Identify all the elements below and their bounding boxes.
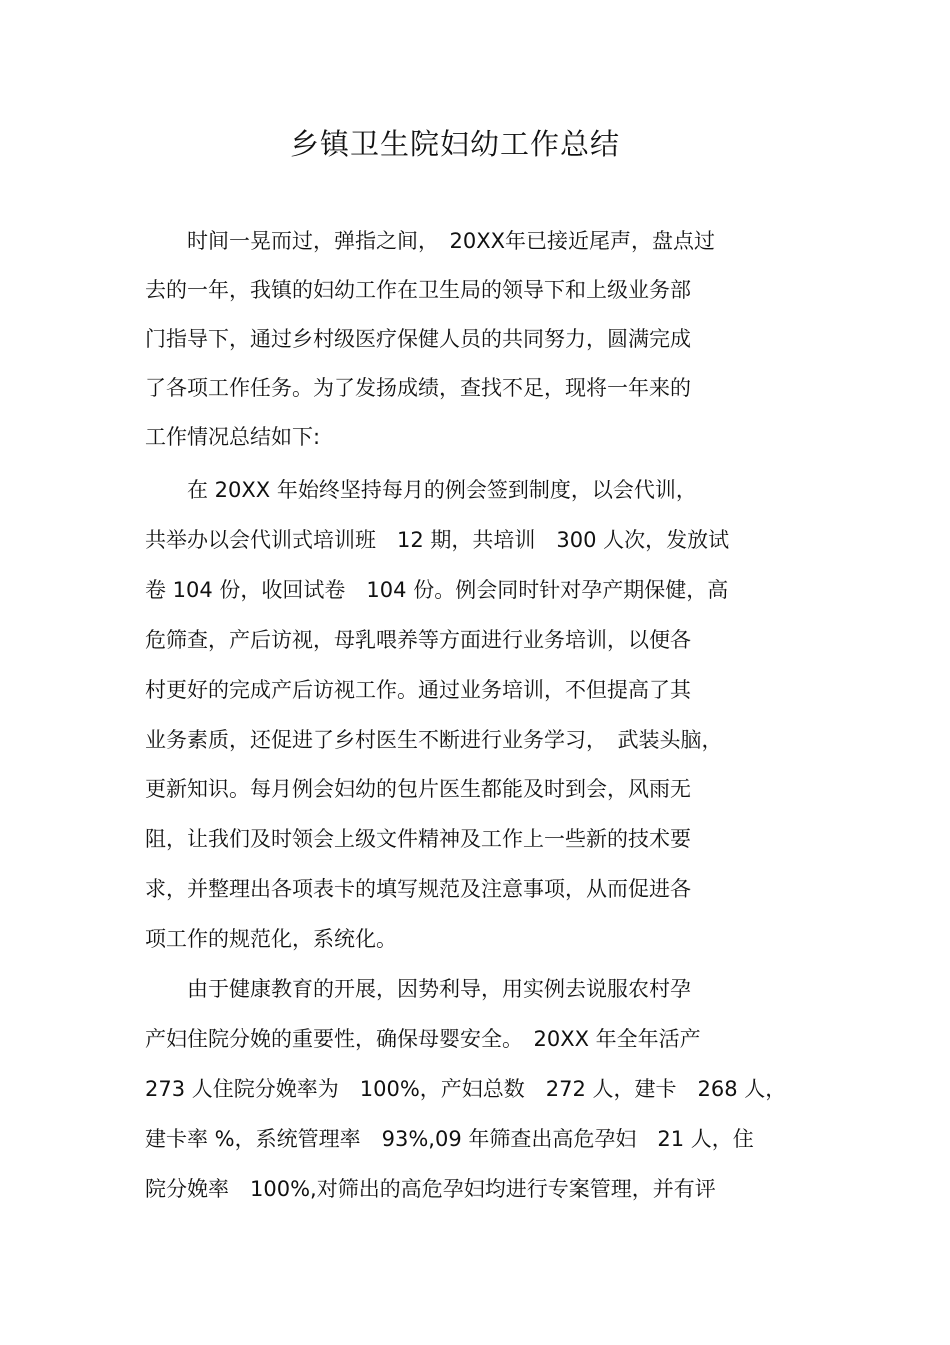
- text-line-9: 危筛查，产后访视，母乳喂养等方面进行业务培训，以便各: [145, 628, 691, 652]
- text-line-8: 卷 104 份，收回试卷 104 份。例会同时针对孕产期保健，高: [145, 578, 729, 602]
- text-line-11: 业务素质，还促进了乡村医生不断进行业务学习， 武装头脑，: [145, 728, 723, 752]
- text-line-5: 工作情况总结如下:: [145, 425, 321, 449]
- text-line-2: 去的一年，我镇的妇幼工作在卫生局的领导下和上级业务部: [145, 278, 691, 302]
- text-line-17: 产妇住院分娩的重要性，确保母婴安全。 20XX 年全年活产: [145, 1027, 701, 1051]
- text-line-18: 273 人住院分娩率为 100%，产妇总数 272 人，建卡 268 人，: [145, 1077, 787, 1101]
- text-line-16: 由于健康教育的开展，因势利导，用实例去说服农村孕: [145, 977, 691, 1001]
- document-title: 乡镇卫生院妇幼工作总结: [289, 127, 620, 161]
- text-line-14: 求，并整理出各项表卡的填写规范及注意事项，从而促进各: [145, 877, 691, 901]
- text-line-1: 时间一晃而过，弹指之间， 20XX年已接近尾声，盘点过: [145, 229, 715, 253]
- text-line-13: 阻，让我们及时领会上级文件精神及工作上一些新的技术要: [145, 827, 691, 851]
- text-line-10: 村更好的完成产后访视工作。通过业务培训，不但提高了其: [145, 678, 691, 702]
- text-line-20: 院分娩率 100%,对筛出的高危孕妇均进行专案管理，并有评: [145, 1177, 716, 1201]
- text-line-15: 项工作的规范化，系统化。: [145, 927, 397, 951]
- text-line-7: 共举办以会代训式培训班 12 期，共培训 300 人次，发放试: [145, 528, 730, 552]
- text-line-6: 在 20XX 年始终坚持每月的例会签到制度，以会代训，: [145, 478, 697, 502]
- text-line-3: 门指导下，通过乡村级医疗保健人员的共同努力，圆满完成: [145, 327, 691, 351]
- text-line-12: 更新知识。每月例会妇幼的包片医生都能及时到会，风雨无: [145, 777, 691, 801]
- text-line-4: 了各项工作任务。为了发扬成绩，查找不足，现将一年来的: [145, 376, 691, 400]
- text-line-19: 建卡率 %，系统管理率 93%,09 年筛查出高危孕妇 21 人，住: [145, 1127, 754, 1151]
